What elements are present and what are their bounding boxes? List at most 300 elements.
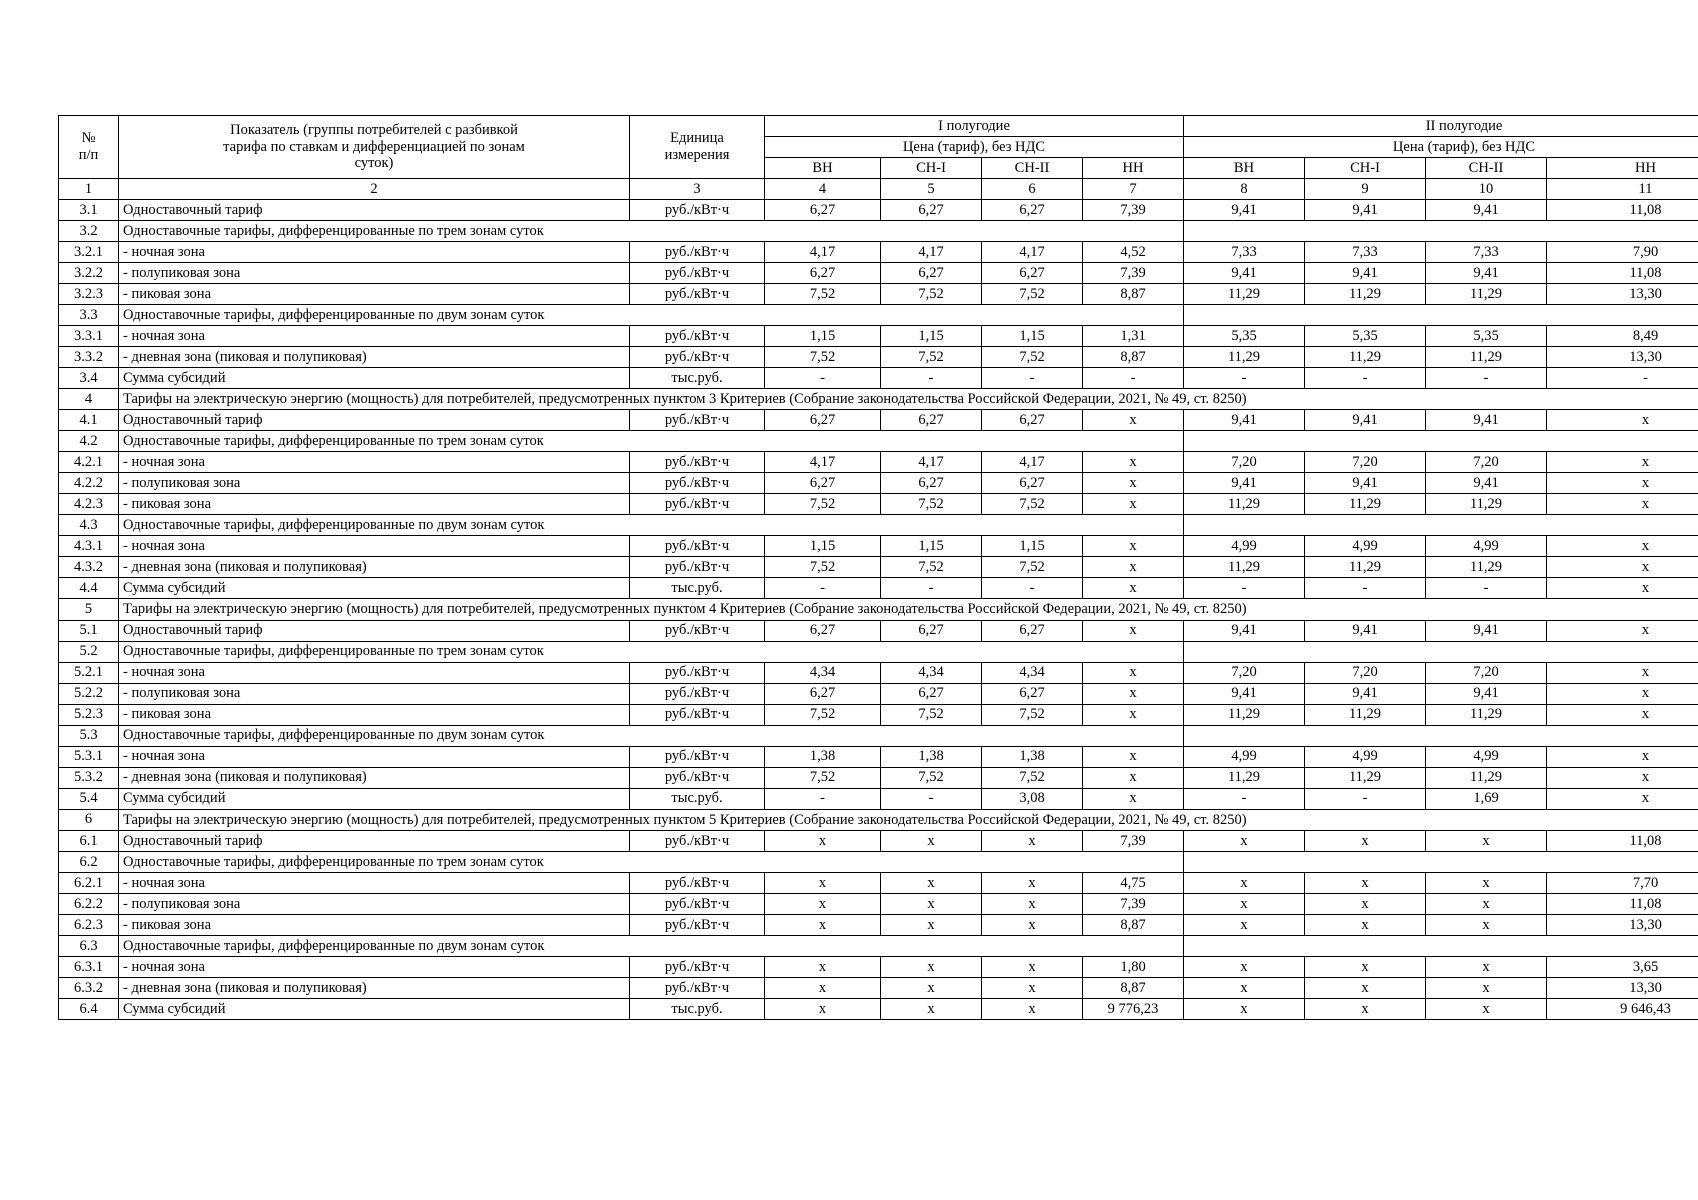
value-cell: 6,27 [881,683,982,704]
value-cell: 6,27 [765,263,881,284]
value-cell: 7,90 [1547,242,1698,263]
row-unit: руб./кВт·ч [630,284,765,305]
row-label: - ночная зона [119,662,630,683]
value-cell: 7,52 [881,347,982,368]
row-number: 3.2 [59,221,119,242]
value-cell: x [1083,452,1184,473]
value-cell: 7,52 [881,557,982,578]
table-row [59,977,1698,998]
value-cell: 6,27 [982,410,1083,431]
table-row [59,662,1698,683]
row-number: 6.3 [59,935,119,956]
value-cell: 8,87 [1083,977,1184,998]
value-cell: x [765,998,881,1019]
value-cell: x [1083,410,1184,431]
value-cell: x [1426,830,1547,851]
col-number: 8 [1184,179,1305,200]
value-cell: 9,41 [1426,620,1547,641]
value-cell: - [1305,578,1426,599]
row-label: Сумма субсидий [119,998,630,1019]
table-row [59,872,1698,893]
value-cell: 11,29 [1305,347,1426,368]
header-level: СН-II [1426,158,1547,179]
value-cell: 6,27 [765,200,881,221]
row-label: Сумма субсидий [119,578,630,599]
value-cell: 1,15 [881,536,982,557]
value-cell: 4,75 [1083,872,1184,893]
value-cell: - [1184,788,1305,809]
row-unit: руб./кВт·ч [630,473,765,494]
value-cell: 9,41 [1184,620,1305,641]
value-cell: - [1547,368,1698,389]
value-cell: x [1547,578,1698,599]
row-number: 4.1 [59,410,119,431]
group-row [59,725,1698,746]
value-cell: 9,41 [1426,410,1547,431]
value-cell: x [1305,830,1426,851]
row-label: - пиковая зона [119,704,630,725]
value-cell: 9,41 [1184,263,1305,284]
value-cell: 11,29 [1426,347,1547,368]
value-cell: 9,41 [1184,683,1305,704]
row-unit: руб./кВт·ч [630,536,765,557]
value-cell: x [1184,893,1305,914]
row-label: - ночная зона [119,956,630,977]
value-cell: 4,34 [982,662,1083,683]
value-cell: x [1083,704,1184,725]
row-unit: тыс.руб. [630,368,765,389]
row-number: 4.2.1 [59,452,119,473]
value-cell: 6,27 [982,200,1083,221]
row-unit: руб./кВт·ч [630,893,765,914]
group-row [59,221,1698,242]
row-number: 5.2.1 [59,662,119,683]
value-cell: 1,15 [765,326,881,347]
value-cell: 7,52 [765,347,881,368]
table-row [59,830,1698,851]
row-unit: руб./кВт·ч [630,956,765,977]
table-row [59,368,1698,389]
value-cell: 11,29 [1426,284,1547,305]
value-cell: - [765,368,881,389]
value-cell: 7,20 [1426,662,1547,683]
value-cell: - [765,578,881,599]
table-row [59,620,1698,641]
table-row [59,284,1698,305]
value-cell: x [881,956,982,977]
value-cell: 6,27 [982,620,1083,641]
value-cell: - [1305,788,1426,809]
value-cell: x [1426,998,1547,1019]
value-cell: 7,52 [881,704,982,725]
table-row [59,536,1698,557]
value-cell: - [881,578,982,599]
row-label: - дневная зона (пиковая и полупиковая) [119,347,630,368]
value-cell: - [982,578,1083,599]
value-cell: 9,41 [1305,683,1426,704]
row-number: 6.2.2 [59,893,119,914]
row-unit: руб./кВт·ч [630,494,765,515]
value-cell: 6,27 [982,683,1083,704]
row-label: - пиковая зона [119,284,630,305]
row-number: 3.2.1 [59,242,119,263]
row-number: 4.3 [59,515,119,536]
value-cell: x [1305,977,1426,998]
value-cell: 9,41 [1305,263,1426,284]
row-label: Сумма субсидий [119,788,630,809]
row-number: 6.3.2 [59,977,119,998]
table-row [59,263,1698,284]
row-number: 4.4 [59,578,119,599]
header-price-1: Цена (тариф), без НДС [765,137,1184,158]
value-cell: 11,29 [1184,494,1305,515]
value-cell: x [1083,578,1184,599]
value-cell: 4,34 [881,662,982,683]
row-label: - пиковая зона [119,914,630,935]
row-unit: руб./кВт·ч [630,977,765,998]
row-unit: тыс.руб. [630,788,765,809]
row-number: 6.2 [59,851,119,872]
row-unit: руб./кВт·ч [630,263,765,284]
row-number: 5.2.2 [59,683,119,704]
value-cell: 9,41 [1426,683,1547,704]
section-title: Тарифы на электрическую энергию (мощность) для потребителей, предусмотренных пунктом 4 Критериев (Собрание законодательства Российской Федерации, 2021, № 49, ст. 8250) [119,599,1698,620]
value-cell: 7,33 [1184,242,1305,263]
value-cell: 11,29 [1184,557,1305,578]
value-cell: x [1547,494,1698,515]
value-cell: x [881,998,982,1019]
row-number: 3.2.2 [59,263,119,284]
row-number: 5.2.3 [59,704,119,725]
table-row [59,914,1698,935]
row-number: 6.2.3 [59,914,119,935]
value-cell: 1,15 [765,536,881,557]
group-row [59,851,1698,872]
value-cell: 4,99 [1305,536,1426,557]
row-number: 4.3.1 [59,536,119,557]
value-cell: 4,99 [1184,746,1305,767]
value-cell: - [1083,368,1184,389]
value-cell: 7,52 [765,557,881,578]
value-cell: 7,39 [1083,893,1184,914]
value-cell: 1,15 [982,326,1083,347]
table-row [59,704,1698,725]
value-cell: 9,41 [1426,200,1547,221]
row-label: - ночная зона [119,872,630,893]
value-cell: 13,30 [1547,977,1698,998]
col-number: 5 [881,179,982,200]
row-number: 3.3.2 [59,347,119,368]
value-cell: 1,15 [982,536,1083,557]
value-cell: 9 776,23 [1083,998,1184,1019]
value-cell: x [765,914,881,935]
value-cell: - [1426,368,1547,389]
value-cell: x [1426,956,1547,977]
table-row [59,494,1698,515]
value-cell: 6,27 [881,410,982,431]
value-cell: x [1547,410,1698,431]
value-cell: x [982,893,1083,914]
header-half-1: I полугодие [765,116,1184,137]
value-cell: 9,41 [1305,473,1426,494]
value-cell: 7,20 [1426,452,1547,473]
header-level: СН-II [982,158,1083,179]
row-unit: руб./кВт·ч [630,452,765,473]
section-row [59,599,1698,620]
value-cell: 11,08 [1547,893,1698,914]
col-number: 9 [1305,179,1426,200]
row-label: - ночная зона [119,746,630,767]
value-cell: x [982,830,1083,851]
row-number: 3.4 [59,368,119,389]
empty-cell [1184,851,1698,872]
section-title: Тарифы на электрическую энергию (мощность) для потребителей, предусмотренных пунктом 5 Критериев (Собрание законодательства Российской Федерации, 2021, № 49, ст. 8250) [119,809,1698,830]
group-label: Одноставочные тарифы, дифференцированные по трем зонам суток [119,641,1184,662]
value-cell: x [1083,557,1184,578]
row-number: 6.4 [59,998,119,1019]
row-number: 5.2 [59,641,119,662]
value-cell: 7,52 [982,284,1083,305]
value-cell: 9,41 [1305,200,1426,221]
row-number: 5.3.1 [59,746,119,767]
row-number: 3.1 [59,200,119,221]
value-cell: 6,27 [881,473,982,494]
row-unit: руб./кВт·ч [630,326,765,347]
value-cell: 4,99 [1184,536,1305,557]
row-label: - полупиковая зона [119,263,630,284]
row-unit: руб./кВт·ч [630,347,765,368]
section-number: 4 [59,389,119,410]
group-row [59,935,1698,956]
row-label: - пиковая зона [119,494,630,515]
value-cell: 9,41 [1305,410,1426,431]
group-label: Одноставочные тарифы, дифференцированные по трем зонам суток [119,221,1184,242]
row-number: 4.3.2 [59,557,119,578]
value-cell: 8,87 [1083,914,1184,935]
value-cell: x [881,914,982,935]
table-row [59,557,1698,578]
value-cell: 8,87 [1083,347,1184,368]
value-cell: 4,17 [881,242,982,263]
value-cell: 5,35 [1426,326,1547,347]
value-cell: 1,69 [1426,788,1547,809]
value-cell: 11,08 [1547,200,1698,221]
value-cell: x [1083,620,1184,641]
col-number: 10 [1426,179,1547,200]
value-cell: 11,29 [1305,767,1426,788]
value-cell: 9,41 [1184,473,1305,494]
value-cell: 6,27 [982,263,1083,284]
value-cell: x [1184,998,1305,1019]
value-cell: 8,49 [1547,326,1698,347]
row-unit: руб./кВт·ч [630,662,765,683]
value-cell: 7,39 [1083,263,1184,284]
row-unit: руб./кВт·ч [630,872,765,893]
row-unit: руб./кВт·ч [630,557,765,578]
value-cell: 7,20 [1184,662,1305,683]
value-cell: x [1305,893,1426,914]
row-label: - дневная зона (пиковая и полупиковая) [119,767,630,788]
value-cell: 7,52 [881,494,982,515]
value-cell: 7,52 [881,284,982,305]
value-cell: 5,35 [1184,326,1305,347]
group-row [59,641,1698,662]
value-cell: - [1426,578,1547,599]
row-number: 4.2.2 [59,473,119,494]
value-cell: 6,27 [765,473,881,494]
row-number: 6.3.1 [59,956,119,977]
value-cell: x [1083,767,1184,788]
value-cell: x [1547,473,1698,494]
value-cell: 4,99 [1305,746,1426,767]
row-label: - полупиковая зона [119,683,630,704]
row-unit: тыс.руб. [630,998,765,1019]
value-cell: 9 646,43 [1547,998,1698,1019]
value-cell: 7,52 [982,704,1083,725]
group-label: Одноставочные тарифы, дифференцированные по трем зонам суток [119,851,1184,872]
value-cell: 11,29 [1184,704,1305,725]
col-number: 6 [982,179,1083,200]
value-cell: 7,33 [1426,242,1547,263]
value-cell: 4,52 [1083,242,1184,263]
value-cell: x [1305,872,1426,893]
col-number: 7 [1083,179,1184,200]
group-label: Одноставочные тарифы, дифференцированные по двум зонам суток [119,515,1184,536]
value-cell: x [982,977,1083,998]
value-cell: 11,08 [1547,263,1698,284]
row-label: - ночная зона [119,326,630,347]
value-cell: 1,38 [765,746,881,767]
table-row [59,767,1698,788]
value-cell: 7,52 [982,557,1083,578]
value-cell: x [1547,452,1698,473]
value-cell: 7,52 [765,704,881,725]
value-cell: x [1547,536,1698,557]
value-cell: 7,33 [1305,242,1426,263]
value-cell: x [881,872,982,893]
row-number: 3.2.3 [59,284,119,305]
table-row [59,452,1698,473]
value-cell: x [1083,536,1184,557]
section-title: Тарифы на электрическую энергию (мощность) для потребителей, предусмотренных пунктом 3 Критериев (Собрание законодательства Российской Федерации, 2021, № 49, ст. 8250) [119,389,1698,410]
table-row [59,410,1698,431]
table-row [59,683,1698,704]
value-cell: x [1184,872,1305,893]
value-cell: 9,41 [1184,410,1305,431]
row-label: Одноставочный тариф [119,410,630,431]
value-cell: x [1547,557,1698,578]
value-cell: 11,29 [1305,557,1426,578]
value-cell: x [1426,893,1547,914]
row-label: - ночная зона [119,242,630,263]
row-number: 5.1 [59,620,119,641]
row-unit: руб./кВт·ч [630,683,765,704]
value-cell: 7,20 [1184,452,1305,473]
row-label: Одноставочный тариф [119,200,630,221]
value-cell: - [1184,368,1305,389]
empty-cell [1184,725,1698,746]
value-cell: 7,52 [881,767,982,788]
value-cell: x [881,830,982,851]
value-cell: 11,29 [1305,284,1426,305]
table-row [59,347,1698,368]
value-cell: 6,27 [881,620,982,641]
value-cell: 4,17 [982,242,1083,263]
row-unit: руб./кВт·ч [630,704,765,725]
group-label: Одноставочные тарифы, дифференцированные по трем зонам суток [119,431,1184,452]
value-cell: 9,41 [1305,620,1426,641]
value-cell: 5,35 [1305,326,1426,347]
header-level: НН [1083,158,1184,179]
value-cell: 8,87 [1083,284,1184,305]
value-cell: 4,17 [881,452,982,473]
row-unit: руб./кВт·ч [630,200,765,221]
value-cell: 7,52 [982,494,1083,515]
value-cell: 11,29 [1184,284,1305,305]
value-cell: x [1547,788,1698,809]
value-cell: x [1547,683,1698,704]
table-row [59,200,1698,221]
value-cell: x [1305,998,1426,1019]
value-cell: 13,30 [1547,347,1698,368]
value-cell: 6,27 [765,410,881,431]
row-unit: руб./кВт·ч [630,830,765,851]
value-cell: x [765,956,881,977]
value-cell: 6,27 [982,473,1083,494]
value-cell: 1,31 [1083,326,1184,347]
value-cell: x [1305,956,1426,977]
table-row [59,956,1698,977]
value-cell: - [765,788,881,809]
table-row [59,326,1698,347]
value-cell: 11,29 [1184,347,1305,368]
value-cell: x [1547,746,1698,767]
table-row [59,242,1698,263]
value-cell: 13,30 [1547,284,1698,305]
empty-cell [1184,515,1698,536]
row-number: 6.2.1 [59,872,119,893]
value-cell: 1,15 [881,326,982,347]
row-unit: руб./кВт·ч [630,242,765,263]
header-price-2: Цена (тариф), без НДС [1184,137,1698,158]
row-label: Сумма субсидий [119,368,630,389]
table-row [59,788,1698,809]
row-label: - дневная зона (пиковая и полупиковая) [119,977,630,998]
row-number: 3.3.1 [59,326,119,347]
value-cell: x [1083,683,1184,704]
header-level: НН [1547,158,1698,179]
value-cell: - [881,368,982,389]
value-cell: 4,99 [1426,746,1547,767]
value-cell: 7,20 [1305,662,1426,683]
value-cell: x [765,830,881,851]
value-cell: x [1426,872,1547,893]
value-cell: x [1184,830,1305,851]
header-level: ВН [1184,158,1305,179]
value-cell: - [881,788,982,809]
value-cell: x [1547,662,1698,683]
value-cell: 7,52 [982,347,1083,368]
row-unit: руб./кВт·ч [630,767,765,788]
row-unit: тыс.руб. [630,578,765,599]
group-row [59,515,1698,536]
row-label: - полупиковая зона [119,893,630,914]
value-cell: x [881,893,982,914]
row-label: - ночная зона [119,452,630,473]
header-level: ВН [765,158,881,179]
table-row [59,473,1698,494]
value-cell: 11,29 [1305,704,1426,725]
